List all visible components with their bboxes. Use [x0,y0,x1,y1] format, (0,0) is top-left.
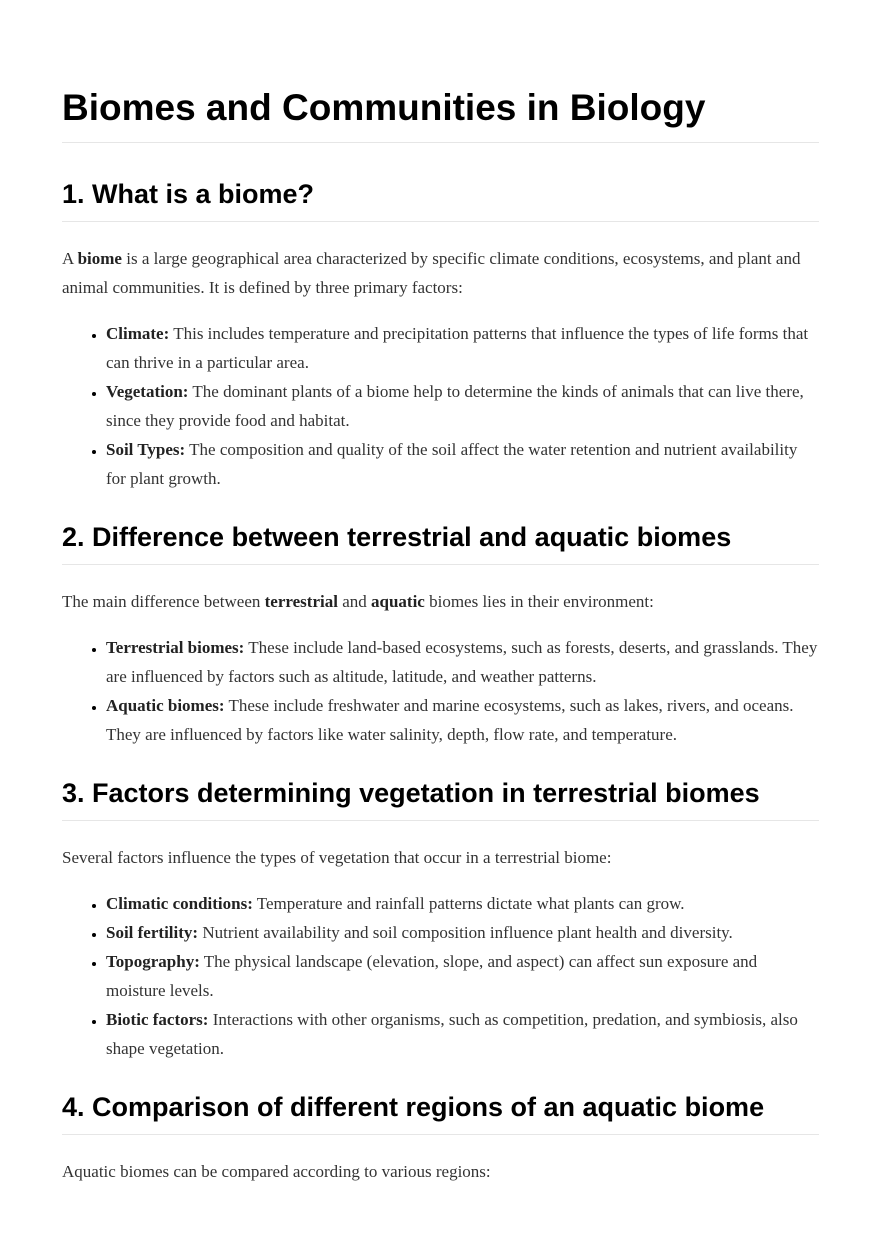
section-heading-1: 1. What is a biome? [62,177,819,222]
list-item: • Soil fertility: Nutrient availability and soil composition influence plant health and diversity. [106,918,819,947]
document-page [62,0,819,1186]
section-2-intro: The main difference between terrestrial and aquatic biomes lies in their environment: [62,592,654,611]
section-heading-2: 2. Difference between terrestrial and aquatic biomes [62,520,819,565]
list-item: • Climate: This includes temperature and precipitation patterns that influence the types of life forms that can thrive in a particular area. [106,319,819,377]
term-biome: biome [77,249,122,268]
page-title: Biomes and Communities in Biology [62,0,819,143]
section-4-intro: Aquatic biomes can be compared according to various regions: [62,1162,491,1181]
section-3-intro: Several factors influence the types of vegetation that occur in a terrestrial biome: [62,848,612,867]
section-1-intro: A biome is a large geographical area characterized by specific climate conditions, ecosystems, and plant and animal communities. It is defined by three primary factors: [62,249,801,297]
list-item: • Aquatic biomes: These include freshwater and marine ecosystems, such as lakes, rivers, and oceans. They are influenced by factors like water salinity, depth, flow rate, and temperature. [106,691,819,749]
term-aquatic: aquatic [371,592,425,611]
section-3-list [62,889,819,1063]
section-heading-3: 3. Factors determining vegetation in terrestrial biomes [62,776,819,821]
section-heading-4: 4. Comparison of different regions of an aquatic biome [62,1090,819,1135]
list-item: • Topography: The physical landscape (elevation, slope, and aspect) can affect sun exposure and moisture levels. [106,947,819,1005]
list-item: • Biotic factors: Interactions with other organisms, such as competition, predation, and symbiosis, also shape vegetation. [106,1005,819,1063]
list-item: • Terrestrial biomes: These include land-based ecosystems, such as forests, deserts, and grasslands. They are influenced by factors such as altitude, latitude, and weather patterns. [106,633,819,691]
section-2-list [62,633,819,749]
section-1-list [62,319,819,493]
term-terrestrial: terrestrial [264,592,338,611]
list-item: • Vegetation: The dominant plants of a biome help to determine the kinds of animals that can live there, since they provide food and habitat. [106,377,819,435]
list-item: • Climatic conditions: Temperature and rainfall patterns dictate what plants can grow. [106,889,819,918]
list-item: • Soil Types: The composition and quality of the soil affect the water retention and nutrient availability for plant growth. [106,435,819,493]
